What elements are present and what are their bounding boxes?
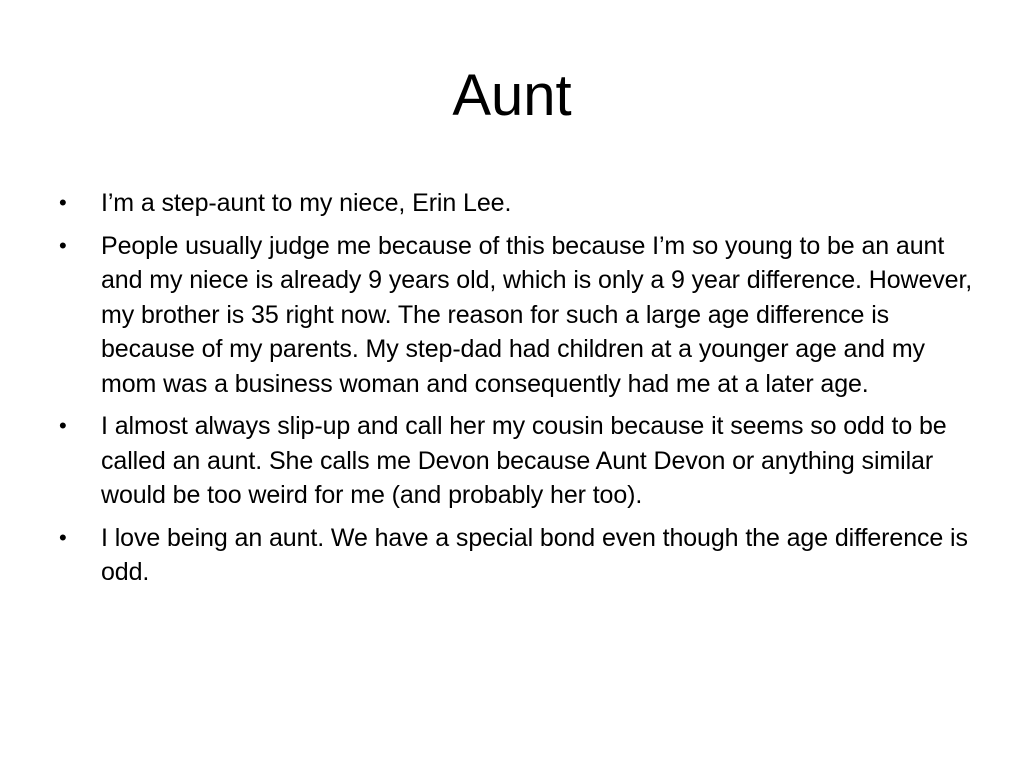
- bullet-text: People usually judge me because of this because I’m so young to be an aunt and my niece is already 9 years old, which is only a 9 year difference. However, my brother is 35 right now. The reason for such a large age difference is because of my parents. My step-dad had children at a younger age and my mom was a business woman and consequently had me at a later age.: [101, 231, 973, 398]
- bullet-text: I’m a step-aunt to my niece, Erin Lee.: [101, 189, 512, 217]
- bullet-item: [59, 229, 979, 402]
- slide-title: Aunt: [452, 63, 572, 128]
- bullet-item: [59, 409, 979, 513]
- bullet-marker: •: [59, 190, 67, 215]
- bullet-marker: •: [59, 413, 67, 438]
- bullet-marker: •: [59, 524, 67, 550]
- bullet-text: I love being an aunt. We have a special bond even though the age difference is odd.: [101, 523, 968, 586]
- bullet-list: [59, 186, 979, 598]
- bullet-item: [59, 521, 979, 590]
- bullet-marker: •: [59, 232, 67, 258]
- bullet-item: [59, 186, 979, 221]
- bullet-text: I almost always slip-up and call her my cousin because it seems so odd to be called an aunt. She calls me Devon because Aunt Devon or anything similar would be too weird for me (and probably her too).: [101, 412, 947, 509]
